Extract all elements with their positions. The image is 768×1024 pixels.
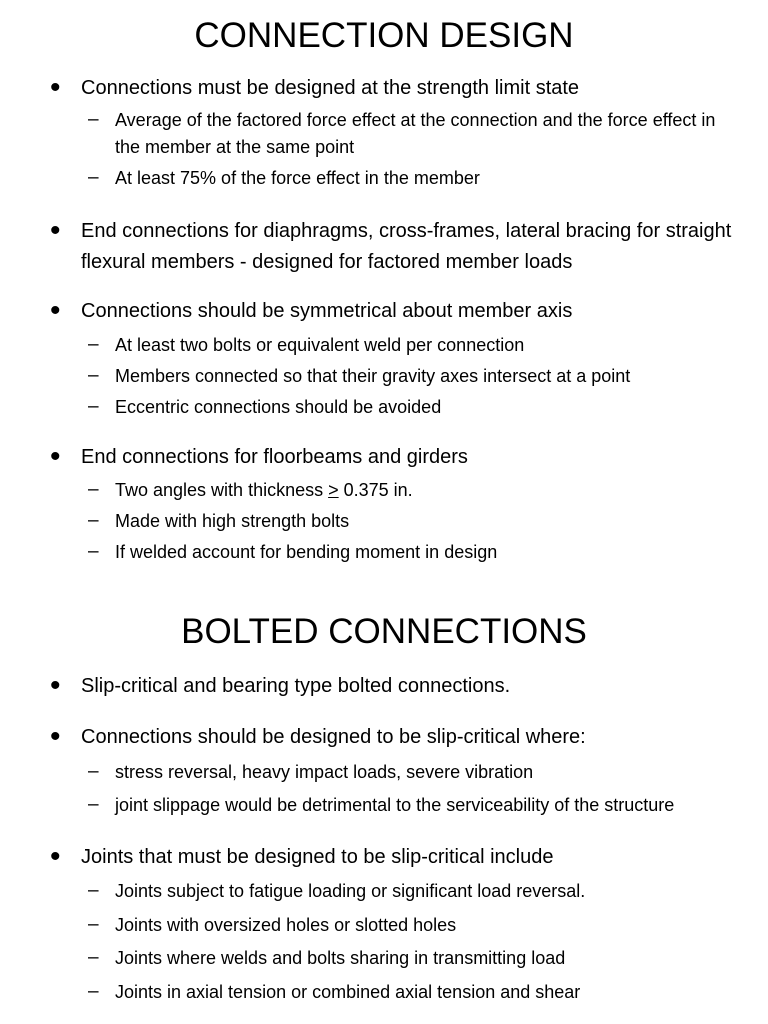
list-item: End connections for floorbeams and girders: [81, 446, 468, 468]
sub-list-item: If welded account for bending moment in design: [115, 542, 498, 562]
sub-list-item-text: Two angles with thickness: [115, 480, 329, 500]
dash-icon: –: [88, 880, 99, 901]
dash-icon: –: [88, 365, 99, 386]
sub-list-item: Members connected so that their gravity axes intersect at a point: [115, 366, 631, 386]
bullet-icon: •: [50, 214, 61, 247]
sub-list-item: Eccentric connections should be avoided: [115, 397, 442, 417]
sub-list-item: Joints in axial tension or combined axial tension and shear: [115, 982, 581, 1002]
sub-list-item: Average of the factored force effect at the connection and the force effect in the member at the same point: [115, 110, 716, 157]
dash-icon: –: [88, 981, 99, 1002]
sub-list-item: At least 75% of the force effect in the member: [115, 168, 480, 188]
sub-list-item: stress reversal, heavy impact loads, severe vibration: [115, 762, 534, 782]
sub-list-item: Made with high strength bolts: [115, 511, 350, 531]
list-item: Joints that must be designed to be slip-critical include: [81, 846, 554, 868]
dash-icon: –: [88, 167, 99, 188]
list-item: Connections should be designed to be slip-critical where:: [81, 726, 586, 748]
dash-icon: –: [88, 334, 99, 355]
bullet-icon: •: [50, 720, 61, 753]
dash-icon: –: [88, 479, 99, 500]
thickness-value: 0.375 in.: [338, 480, 413, 500]
list-item: Connections must be designed at the strength limit state: [81, 77, 580, 99]
dash-icon: –: [88, 761, 99, 782]
bullet-icon: •: [50, 440, 61, 473]
sub-list-item: joint slippage would be detrimental to the serviceability of the structure: [115, 795, 675, 815]
dash-icon: –: [88, 914, 99, 935]
dash-icon: –: [88, 541, 99, 562]
sub-list-item: Joints subject to fatigue loading or significant load reversal.: [115, 881, 586, 901]
list-item: End connections for diaphragms, cross-frames, lateral bracing for straight flexural members - designed for factored member loads: [81, 220, 732, 273]
dash-icon: –: [88, 794, 99, 815]
dash-icon: –: [88, 109, 99, 130]
sub-list-item: [115, 477, 745, 504]
dash-icon: –: [88, 947, 99, 968]
bullet-icon: •: [50, 669, 61, 702]
sub-list-item: Joints where welds and bolts sharing in transmitting load: [115, 948, 566, 968]
bullet-icon: •: [50, 294, 61, 327]
greater-equal-symbol: >: [328, 480, 339, 500]
section-title: BOLTED CONNECTIONS: [181, 612, 587, 651]
bullet-icon: •: [50, 840, 61, 873]
list-item: Connections should be symmetrical about member axis: [81, 300, 573, 322]
dash-icon: –: [88, 510, 99, 531]
dash-icon: –: [88, 396, 99, 417]
list-item: Slip-critical and bearing type bolted connections.: [81, 675, 511, 697]
page-title: CONNECTION DESIGN: [194, 16, 574, 55]
sub-list-item: At least two bolts or equivalent weld per connection: [115, 335, 525, 355]
bullet-icon: •: [50, 71, 61, 104]
sub-list-item: Joints with oversized holes or slotted holes: [115, 915, 457, 935]
